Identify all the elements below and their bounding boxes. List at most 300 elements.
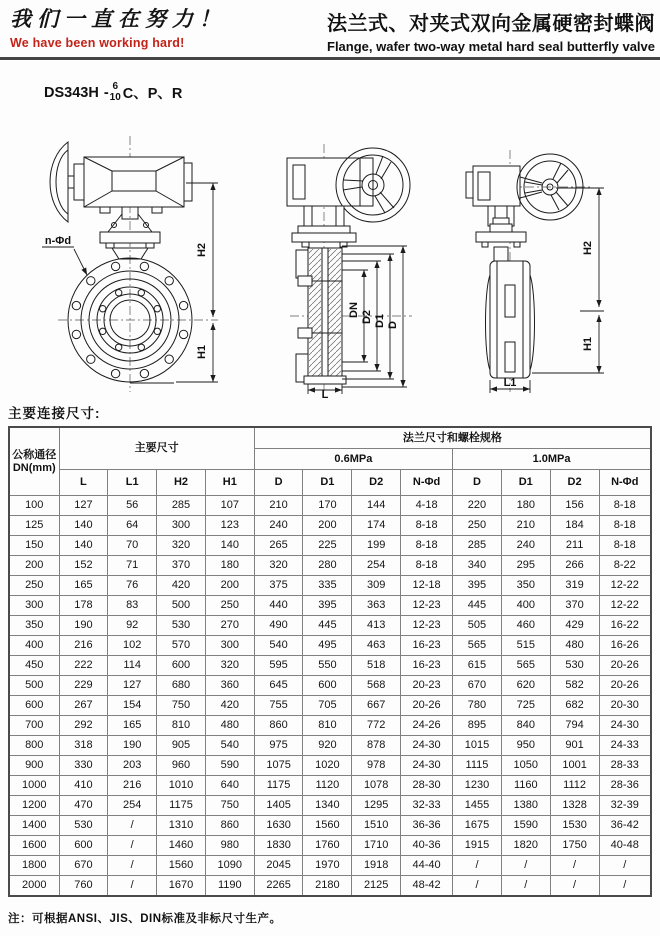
dim-cell: 20-26 <box>401 696 453 716</box>
dim-cell: 44-40 <box>401 856 453 876</box>
dim-cell: 285 <box>157 496 206 516</box>
table-row <box>9 756 651 776</box>
table-row <box>9 496 651 516</box>
dn-cell: 200 <box>9 556 59 576</box>
section-l-label: L <box>321 389 329 398</box>
dim-cell: 1830 <box>254 836 303 856</box>
dim-cell: 1175 <box>157 796 206 816</box>
dim-cell: 490 <box>254 616 303 636</box>
bolt-callout <box>42 235 87 275</box>
dim-cell: 340 <box>453 556 502 576</box>
dim-cell: 810 <box>303 716 352 736</box>
dim-cell: 1001 <box>550 756 599 776</box>
wafer-h2-label: H2 <box>582 240 594 256</box>
dim-cell: 152 <box>59 556 108 576</box>
dim-cell: 980 <box>205 836 254 856</box>
dim-cell: 174 <box>352 516 401 536</box>
col-header: N-Φd <box>401 470 453 496</box>
dim-cell: 500 <box>157 596 206 616</box>
table-row <box>9 816 651 836</box>
page-title-chinese: 法兰式、对夹式双向金属硬密封蝶阀 <box>327 13 655 35</box>
col-header: D <box>254 470 303 496</box>
dim-cell: 102 <box>108 636 157 656</box>
dim-cell: 240 <box>254 516 303 536</box>
dim-cell: 1630 <box>254 816 303 836</box>
dim-cell: 1380 <box>501 796 550 816</box>
dn-header-line1: 公称通径 <box>12 449 57 462</box>
dim-cell: 1050 <box>501 756 550 776</box>
dim-cell: 840 <box>501 716 550 736</box>
dim-cell: 24-30 <box>401 736 453 756</box>
dim-cell: 28-36 <box>599 776 651 796</box>
dim-cell: 180 <box>501 496 550 516</box>
table-row <box>9 596 651 616</box>
group-header-main-dims: 主要尺寸 <box>59 427 254 470</box>
dim-cell: 480 <box>205 716 254 736</box>
dim-cell: 32-33 <box>401 796 453 816</box>
dim-cell: 320 <box>205 656 254 676</box>
dn-cell: 1600 <box>9 836 59 856</box>
dn-cell: 300 <box>9 596 59 616</box>
dim-cell: 71 <box>108 556 157 576</box>
dim-cell: 4-18 <box>401 496 453 516</box>
dim-cell: / <box>550 856 599 876</box>
dim-cell: 250 <box>453 516 502 536</box>
dim-cell: 199 <box>352 536 401 556</box>
dim-cell: 905 <box>157 736 206 756</box>
dim-cell: 440 <box>254 596 303 616</box>
dn-cell: 125 <box>9 516 59 536</box>
dim-cell: 615 <box>453 656 502 676</box>
dn-cell: 150 <box>9 536 59 556</box>
dim-cell: 48-42 <box>401 876 453 897</box>
dim-cell: 16-23 <box>401 656 453 676</box>
dim-cell: 216 <box>59 636 108 656</box>
dim-cell: 40-48 <box>599 836 651 856</box>
dim-cell: 550 <box>303 656 352 676</box>
dim-cell: 180 <box>205 556 254 576</box>
dim-cell: 170 <box>303 496 352 516</box>
dim-cell: / <box>501 856 550 876</box>
col-header: D1 <box>303 470 352 496</box>
dim-cell: / <box>108 856 157 876</box>
table-row <box>9 736 651 756</box>
table-row <box>9 776 651 796</box>
dim-cell: 470 <box>59 796 108 816</box>
wafer-view-drawing <box>460 130 656 398</box>
front-h1-label: H1 <box>196 344 208 360</box>
dim-cell: 540 <box>254 636 303 656</box>
dim-cell: 335 <box>303 576 352 596</box>
dim-cell: 1760 <box>303 836 352 856</box>
dim-cell: 810 <box>157 716 206 736</box>
dim-cell: 1310 <box>157 816 206 836</box>
dim-cell: 370 <box>157 556 206 576</box>
dim-cell: 460 <box>501 616 550 636</box>
dim-cell: 395 <box>453 576 502 596</box>
dim-cell: 445 <box>453 596 502 616</box>
dim-cell: 565 <box>453 636 502 656</box>
dim-cell: 265 <box>254 536 303 556</box>
dim-cell: 360 <box>205 676 254 696</box>
dim-cell: 127 <box>59 496 108 516</box>
dn-cell: 500 <box>9 676 59 696</box>
dim-cell: 12-23 <box>401 596 453 616</box>
dim-cell: 1230 <box>453 776 502 796</box>
col-header: H1 <box>205 470 254 496</box>
dim-cell: 1560 <box>157 856 206 876</box>
dim-cell: 240 <box>501 536 550 556</box>
company-slogan-block <box>10 3 226 50</box>
dim-cell: 254 <box>108 796 157 816</box>
bolt-spec-label: n-Φd <box>44 235 72 247</box>
model-frac-top: 6 <box>112 81 118 92</box>
dim-cell: 24-30 <box>599 716 651 736</box>
dim-cell: 309 <box>352 576 401 596</box>
dim-cell: 1918 <box>352 856 401 876</box>
dim-cell: 1020 <box>303 756 352 776</box>
dim-cell: 518 <box>352 656 401 676</box>
col-header: D2 <box>352 470 401 496</box>
col-header: L1 <box>108 470 157 496</box>
dim-cell: 429 <box>550 616 599 636</box>
dim-cell: 463 <box>352 636 401 656</box>
dim-cell: 400 <box>501 596 550 616</box>
dim-cell: 755 <box>254 696 303 716</box>
front-h2-label: H2 <box>196 242 208 258</box>
table-row <box>9 876 651 897</box>
dim-cell: 200 <box>205 576 254 596</box>
dimension-l <box>308 384 342 398</box>
dim-cell: / <box>108 876 157 897</box>
col-header: D <box>453 470 502 496</box>
dim-cell: 570 <box>157 636 206 656</box>
dim-cell: 8-22 <box>599 556 651 576</box>
dim-cell: 32-39 <box>599 796 651 816</box>
dn-cell: 800 <box>9 736 59 756</box>
dim-cell: 92 <box>108 616 157 636</box>
col-header-dn <box>9 427 59 496</box>
dim-cell: 184 <box>550 516 599 536</box>
dim-cell: 8-18 <box>401 556 453 576</box>
section-dn-label: DN <box>348 302 360 318</box>
dim-cell: 1455 <box>453 796 502 816</box>
model-pressure-fraction <box>110 82 121 103</box>
dim-cell: 154 <box>108 696 157 716</box>
dim-cell: 1675 <box>453 816 502 836</box>
col-header: D2 <box>550 470 599 496</box>
dn-header-line2: DN(mm) <box>12 461 56 474</box>
gearbox <box>466 166 520 206</box>
table-row <box>9 536 651 556</box>
col-header: D1 <box>501 470 550 496</box>
dim-cell: 1750 <box>550 836 599 856</box>
dim-cell: 1820 <box>501 836 550 856</box>
dim-cell: 1670 <box>157 876 206 897</box>
section-view-drawing <box>252 130 442 398</box>
dim-cell: 270 <box>205 616 254 636</box>
dim-cell: / <box>550 876 599 897</box>
model-dash: - <box>103 84 109 101</box>
dim-cell: 565 <box>501 656 550 676</box>
dim-cell: 530 <box>550 656 599 676</box>
dimension-h2-h1 <box>532 188 604 373</box>
dim-cell: 780 <box>453 696 502 716</box>
dim-cell: 1530 <box>550 816 599 836</box>
dim-cell: 895 <box>453 716 502 736</box>
dim-cell: 70 <box>108 536 157 556</box>
dim-cell: 320 <box>254 556 303 576</box>
dimensions-table-body <box>9 496 651 897</box>
wafer-h1-label: H1 <box>582 336 594 352</box>
dim-cell: 8-18 <box>599 496 651 516</box>
dim-cell: 225 <box>303 536 352 556</box>
col-header: H2 <box>157 470 206 496</box>
wafer-l1-label: L1 <box>503 377 517 389</box>
dim-cell: 229 <box>59 676 108 696</box>
dn-cell: 400 <box>9 636 59 656</box>
dim-cell: 760 <box>59 876 108 897</box>
dim-cell: / <box>599 856 651 876</box>
dn-cell: 450 <box>9 656 59 676</box>
dim-cell: 1112 <box>550 776 599 796</box>
dim-cell: 1710 <box>352 836 401 856</box>
table-row <box>9 616 651 636</box>
dim-cell: 1120 <box>303 776 352 796</box>
dim-cell: 8-18 <box>599 516 651 536</box>
dim-cell: 144 <box>352 496 401 516</box>
dim-cell: 210 <box>254 496 303 516</box>
group-header-10mpa: 1.0MPa <box>453 449 651 470</box>
dn-cell: 1400 <box>9 816 59 836</box>
dim-cell: 190 <box>59 616 108 636</box>
section-d2-label: D2 <box>361 309 373 325</box>
dim-cell: / <box>108 836 157 856</box>
dim-cell: 1340 <box>303 796 352 816</box>
dim-cell: 445 <box>303 616 352 636</box>
dim-cell: 600 <box>157 656 206 676</box>
dim-cell: 165 <box>59 576 108 596</box>
dim-cell: 203 <box>108 756 157 776</box>
dim-cell: 1328 <box>550 796 599 816</box>
gearbox <box>287 158 373 206</box>
dim-cell: 420 <box>157 576 206 596</box>
dim-cell: 1115 <box>453 756 502 776</box>
model-name: DS343H <box>44 84 99 101</box>
dim-cell: 1190 <box>205 876 254 897</box>
dim-cell: 210 <box>501 516 550 536</box>
section-d-label: D <box>387 321 399 329</box>
dim-cell: 295 <box>501 556 550 576</box>
dim-cell: / <box>599 876 651 897</box>
dim-cell: 1075 <box>254 756 303 776</box>
dim-cell: 16-22 <box>599 616 651 636</box>
dim-cell: 420 <box>205 696 254 716</box>
page-title-english: Flange, wafer two-way metal hard seal butterfly valve <box>327 39 655 54</box>
dim-cell: 620 <box>501 676 550 696</box>
section-d1-label: D1 <box>374 313 386 329</box>
dim-cell: 266 <box>550 556 599 576</box>
page-title-block <box>327 7 655 54</box>
wafer-body <box>486 261 535 378</box>
dim-cell: 8-18 <box>401 516 453 536</box>
dim-cell: 682 <box>550 696 599 716</box>
dim-cell: 670 <box>453 676 502 696</box>
dim-cell: 582 <box>550 676 599 696</box>
dim-cell: 395 <box>303 596 352 616</box>
dim-cell: 320 <box>157 536 206 556</box>
dim-cell: 300 <box>157 516 206 536</box>
dim-cell: 330 <box>59 756 108 776</box>
dim-cell: 600 <box>303 676 352 696</box>
dim-cell: 28-33 <box>599 756 651 776</box>
table-row <box>9 636 651 656</box>
dim-cell: 24-26 <box>401 716 453 736</box>
slogan-english: We have been working hard! <box>10 36 185 50</box>
dim-cell: 350 <box>501 576 550 596</box>
group-header-flange: 法兰尺寸和螺栓规格 <box>254 427 651 449</box>
dim-cell: 860 <box>205 816 254 836</box>
dim-cell: 530 <box>157 616 206 636</box>
dim-cell: 505 <box>453 616 502 636</box>
table-row <box>9 856 651 876</box>
dim-cell: 2265 <box>254 876 303 897</box>
dim-cell: / <box>453 856 502 876</box>
model-frac-bottom: 10 <box>109 91 121 103</box>
dim-cell: 190 <box>108 736 157 756</box>
dim-cell: 76 <box>108 576 157 596</box>
footnote: 注：可根据ANSI、JIS、DIN标准及非标尺寸生产。 <box>8 913 282 925</box>
dim-cell: 1460 <box>157 836 206 856</box>
dim-cell: 165 <box>108 716 157 736</box>
model-code <box>44 82 182 103</box>
dim-cell: / <box>453 876 502 897</box>
dn-cell: 1000 <box>9 776 59 796</box>
front-view-drawing <box>8 130 243 398</box>
dim-cell: 127 <box>108 676 157 696</box>
dim-cell: 140 <box>59 536 108 556</box>
dn-cell: 250 <box>9 576 59 596</box>
col-header: L <box>59 470 108 496</box>
dim-cell: 319 <box>550 576 599 596</box>
dim-cell: 370 <box>550 596 599 616</box>
dim-cell: 222 <box>59 656 108 676</box>
dim-cell: 1590 <box>501 816 550 836</box>
table-row <box>9 696 651 716</box>
dim-cell: 540 <box>205 736 254 756</box>
table-row <box>9 576 651 596</box>
dimension-diameters <box>342 246 407 387</box>
dn-cell: 600 <box>9 696 59 716</box>
dim-cell: 20-23 <box>401 676 453 696</box>
dim-cell: 318 <box>59 736 108 756</box>
dn-cell: 2000 <box>9 876 59 897</box>
dimensions-table-head <box>9 427 651 496</box>
dim-cell: 1510 <box>352 816 401 836</box>
dim-cell: 1405 <box>254 796 303 816</box>
dim-cell: 978 <box>352 756 401 776</box>
dim-cell: 254 <box>352 556 401 576</box>
dim-cell: 878 <box>352 736 401 756</box>
dim-cell: 40-36 <box>401 836 453 856</box>
dim-cell: 515 <box>501 636 550 656</box>
dim-cell: 960 <box>157 756 206 776</box>
slogan-chinese: 我们一直在努力！ <box>10 6 226 31</box>
dim-cell: 8-18 <box>599 536 651 556</box>
dim-cell: 156 <box>550 496 599 516</box>
dim-cell: 216 <box>108 776 157 796</box>
dim-cell: 123 <box>205 516 254 536</box>
dn-cell: 1800 <box>9 856 59 876</box>
dim-cell: 375 <box>254 576 303 596</box>
dim-cell: 12-22 <box>599 576 651 596</box>
dim-cell: 107 <box>205 496 254 516</box>
dim-cell: 595 <box>254 656 303 676</box>
dim-cell: 16-23 <box>401 636 453 656</box>
dim-cell: 28-30 <box>401 776 453 796</box>
dim-cell: 20-26 <box>599 676 651 696</box>
dim-cell: 36-36 <box>401 816 453 836</box>
dim-cell: 24-33 <box>599 736 651 756</box>
dn-cell: 1200 <box>9 796 59 816</box>
dim-cell: 1090 <box>205 856 254 876</box>
yoke-gland <box>476 206 526 261</box>
dn-cell: 100 <box>9 496 59 516</box>
dim-cell: 495 <box>303 636 352 656</box>
dim-cell: 211 <box>550 536 599 556</box>
dn-cell: 350 <box>9 616 59 636</box>
dim-cell: 140 <box>205 536 254 556</box>
table-row <box>9 716 651 736</box>
dim-cell: 114 <box>108 656 157 676</box>
dim-cell: 410 <box>59 776 108 796</box>
dim-cell: 860 <box>254 716 303 736</box>
dim-cell: 645 <box>254 676 303 696</box>
dim-cell: 64 <box>108 516 157 536</box>
dim-cell: / <box>501 876 550 897</box>
dim-cell: 725 <box>501 696 550 716</box>
dim-cell: 12-18 <box>401 576 453 596</box>
dim-cell: 667 <box>352 696 401 716</box>
dim-cell: 36-42 <box>599 816 651 836</box>
dim-cell: 292 <box>59 716 108 736</box>
dim-cell: 12-23 <box>401 616 453 636</box>
dim-cell: 8-18 <box>401 536 453 556</box>
dim-cell: 285 <box>453 536 502 556</box>
dim-cell: 1915 <box>453 836 502 856</box>
dim-cell: 1560 <box>303 816 352 836</box>
dim-cell: 950 <box>501 736 550 756</box>
dn-cell: 900 <box>9 756 59 776</box>
dim-cell: 2045 <box>254 856 303 876</box>
table-row <box>9 656 651 676</box>
dim-cell: 178 <box>59 596 108 616</box>
dim-cell: 24-30 <box>401 756 453 776</box>
dim-cell: 220 <box>453 496 502 516</box>
header-divider <box>0 57 660 60</box>
dim-cell: 413 <box>352 616 401 636</box>
dim-cell: 750 <box>157 696 206 716</box>
dim-cell: 705 <box>303 696 352 716</box>
dim-cell: 2125 <box>352 876 401 897</box>
dim-cell: 20-26 <box>599 656 651 676</box>
model-suffix: C、P、R <box>122 86 183 102</box>
dim-cell: 56 <box>108 496 157 516</box>
dim-cell: 794 <box>550 716 599 736</box>
dim-cell: 1175 <box>254 776 303 796</box>
dim-cell: 250 <box>205 596 254 616</box>
dim-cell: 1295 <box>352 796 401 816</box>
